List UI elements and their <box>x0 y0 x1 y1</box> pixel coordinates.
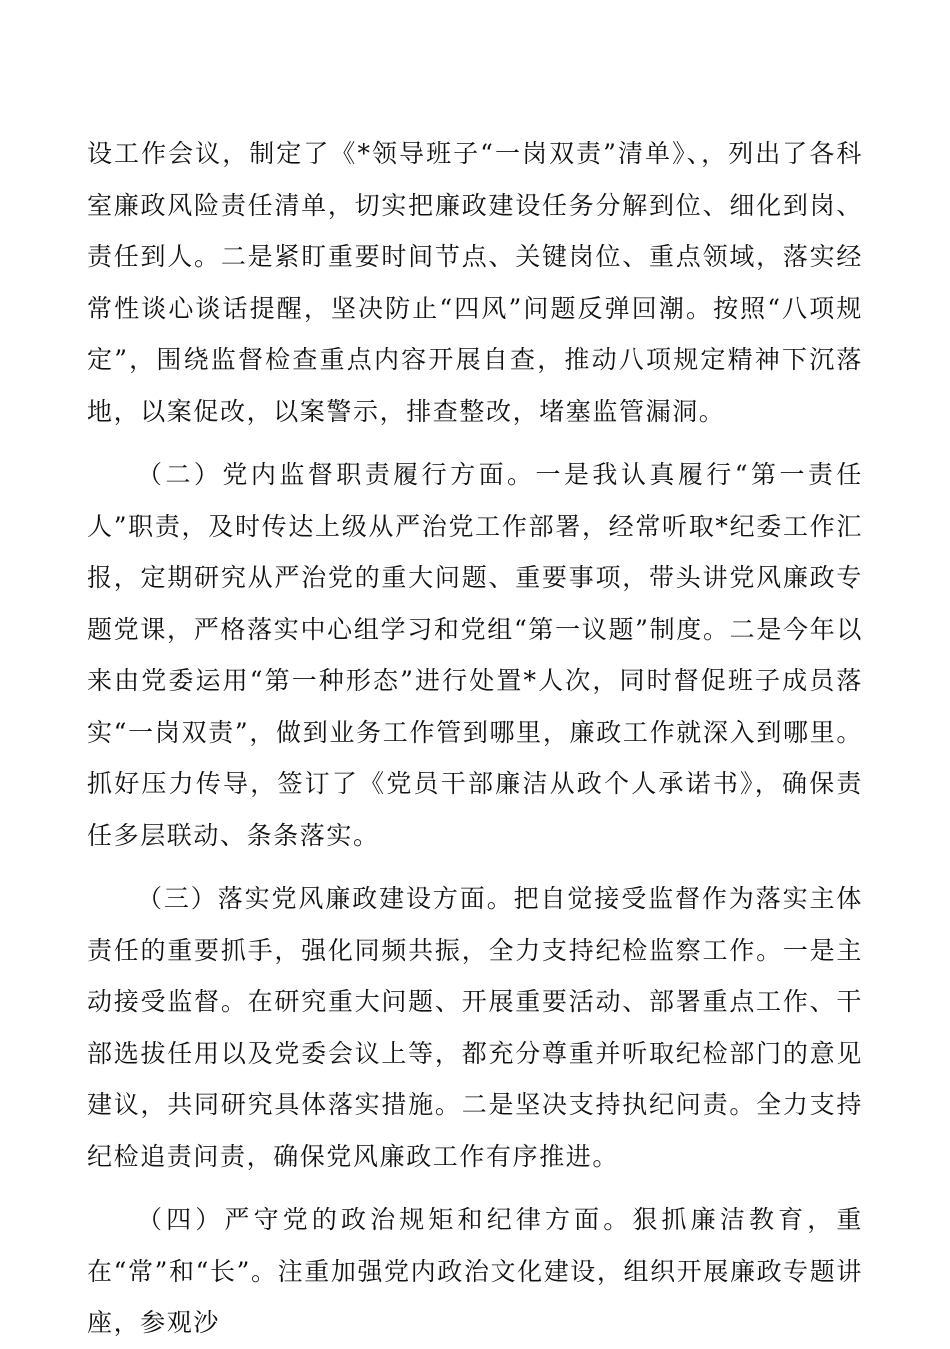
paragraph-continuation: 设工作会议，制定了《*领导班子“一岗双责”清单》、，列出了各科室廉政风险责任清单，切实把廉政建设任务分解到位、细化到岗、责任到人。二是紧盯重要时间节点、关键岗位、重点领域，落实经常性谈心谈话提醒，坚决防止“四风”问题反弹回潮。按照“八项规定”，围绕监督检查重点内容开展自查，推动八项规定精神下沉落地，以案促改，以案警示，排查整改，堵塞监管漏洞。 <box>87 139 863 426</box>
paragraph-section-4: （四）严守党的政治规矩和纪律方面。狠抓廉洁教育，重在“常”和“长”。注重加强党内政治文化建设，组织开展廉政专题讲座，参观沙 <box>87 1205 863 1337</box>
document-body <box>87 128 863 1349</box>
paragraph-section-2: （二）党内监督职责履行方面。一是我认真履行“第一责任人”职责，及时传达上级从严治党工作部署，经常听取*纪委工作汇报，定期研究从严治党的重大问题、重要事项，带头讲党风廉政专题党课，严格落实中心组学习和党组“第一议题”制度。二是今年以来由党委运用“第一种形态”进行处置*人次，同时督促班子成员落实“一岗双责”，做到业务工作管到哪里，廉政工作就深入到哪里。抓好压力传导，签订了《党员干部廉洁从政个人承诺书》，确保责任多层联动、条条落实。 <box>87 460 863 850</box>
paragraph-section-3: （三）落实党风廉政建设方面。把自觉接受监督作为落实主体责任的重要抓手，强化同频共振，全力支持纪检监察工作。一是主动接受监督。在研究重大问题、开展重要活动、部署重点工作、干部选拔任用以及党委会议上等，都充分尊重并听取纪检部门的意见建议，共同研究具体落实措施。二是坚决支持执纪问责。全力支持纪检追责问责，确保党风廉政工作有序推进。 <box>87 884 863 1171</box>
